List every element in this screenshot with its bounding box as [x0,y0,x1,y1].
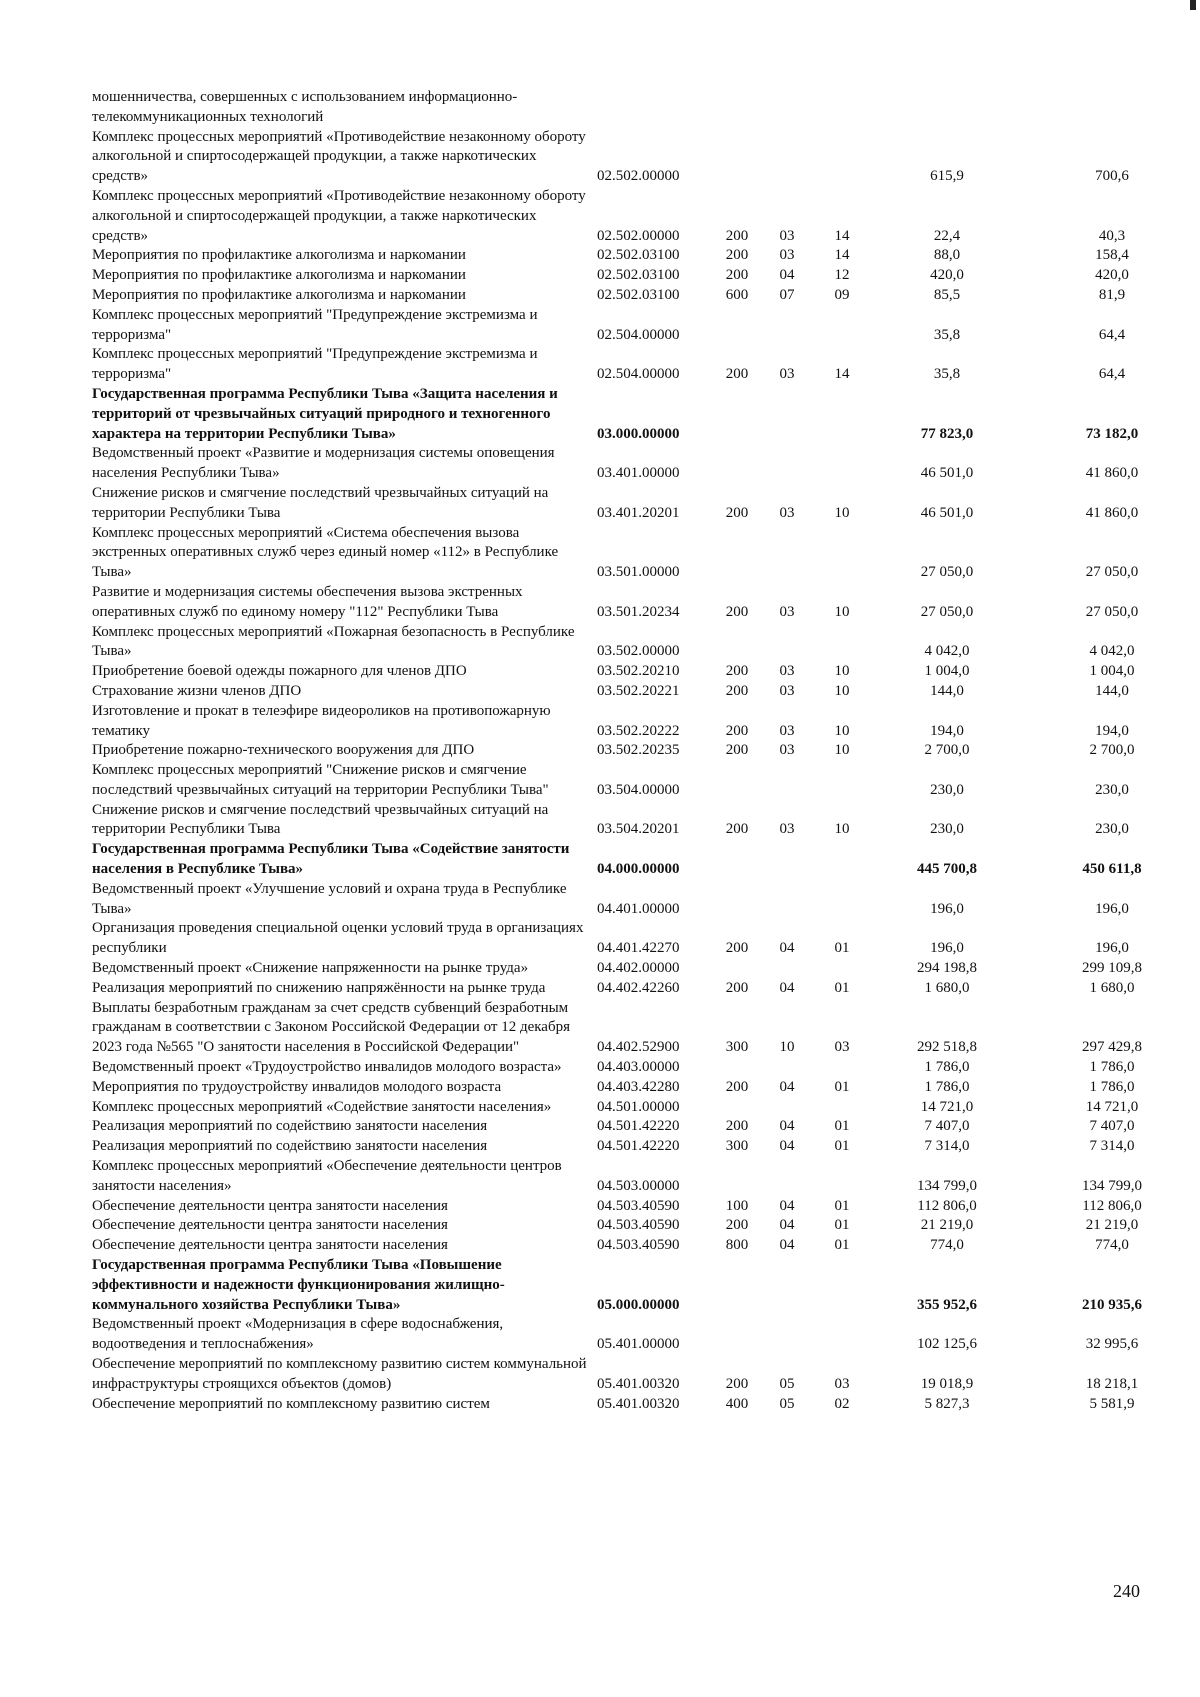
table-row [92,682,1132,702]
row-code: 03.502.20235 [597,742,680,759]
row-subsection: 14 [834,366,850,383]
row-amount-year1: 21 219,0 [920,1217,974,1234]
row-amount-year1: 292 518,8 [917,1039,977,1056]
row-code: 02.504.00000 [597,366,680,383]
row-section: 07 [779,286,795,303]
row-section: 04 [779,1197,795,1214]
table-row [92,484,1139,524]
row-section: 05 [779,1395,795,1412]
table-row [92,1078,1135,1098]
row-expense-type: 200 [725,1375,749,1392]
row-section: 03 [779,247,795,264]
row-name: Выплаты безработным гражданам за счет средств субвенций безработным гражданам в соответствии с Законом Российской Федерации от 12 декабря 2023 года №565 "О занятости населения в Российской Федерации" [92,999,570,1056]
row-amount-year2: 2 700,0 [1089,742,1135,759]
table-row [92,1315,1139,1355]
row-section: 03 [779,366,795,383]
row-section: 03 [779,663,795,680]
row-amount-year2: 700,6 [1095,168,1129,185]
row-name: Комплекс процессных мероприятий «Противодействие незаконному обороту алкогольной и спиртосодержащей продукции, а также наркотических средств» [92,128,586,185]
row-amount-year1: 294 198,8 [917,960,977,977]
row-amount-year1: 445 700,8 [917,861,977,878]
row-code: 03.401.00000 [597,465,680,482]
row-expense-type: 600 [725,286,749,303]
table-row [92,385,1139,444]
row-amount-year1: 85,5 [933,286,961,303]
row-amount-year1: 134 799,0 [917,1177,977,1194]
row-code: 03.501.20234 [597,603,680,620]
row-section: 04 [779,979,795,996]
row-subsection: 03 [834,1039,850,1056]
row-name: Организация проведения специальной оценки условий труда в организациях республики [92,920,584,957]
row-amount-year2: 64,4 [1098,366,1126,383]
row-amount-year2: 7 407,0 [1089,1118,1135,1135]
row-amount-year2: 21 219,0 [1085,1217,1139,1234]
row-section: 03 [779,821,795,838]
row-code: 02.502.03100 [597,286,680,303]
row-code: 02.502.03100 [597,267,680,284]
row-code: 04.503.40590 [597,1217,680,1234]
row-amount-year2: 299 109,8 [1082,960,1142,977]
row-amount-year1: 5 827,3 [924,1395,970,1412]
row-subsection: 01 [834,1237,850,1254]
row-code: 04.501.42220 [597,1118,680,1135]
row-amount-year2: 450 611,8 [1082,861,1142,878]
row-amount-year1: 27 050,0 [920,564,974,581]
row-amount-year1: 35,8 [933,366,961,383]
table-row [92,1197,1142,1217]
table-row [92,662,1135,682]
row-name: Комплекс процессных мероприятий «Пожарная безопасность в Республике Тыва» [92,623,575,660]
table-row [92,1098,1139,1118]
row-expense-type: 300 [725,1039,749,1056]
row-amount-year1: 88,0 [933,247,961,264]
row-name: Ведомственный проект «Развитие и модернизация системы оповещения населения Республики Тыва» [92,445,555,482]
row-name: Реализация мероприятий по содействию занятости населения [92,1138,488,1155]
row-code: 04.401.00000 [597,900,680,917]
row-amount-year2: 774,0 [1095,1237,1129,1254]
row-code: 03.401.20201 [597,504,680,521]
row-amount-year1: 46 501,0 [920,465,974,482]
row-amount-year1: 102 125,6 [917,1336,977,1353]
row-amount-year2: 144,0 [1095,682,1129,699]
row-name: Обеспечение мероприятий по комплексному развитию систем [92,1395,490,1412]
row-amount-year2: 40,3 [1098,227,1126,244]
row-expense-type: 200 [725,603,749,620]
row-name: Реализация мероприятий по содействию занятости населения [92,1118,488,1135]
row-name: Страхование жизни членов ДПО [92,682,302,699]
row-amount-year2: 18 218,1 [1085,1375,1139,1392]
table-row [92,880,1132,920]
row-name: Снижение рисков и смягчение последствий чрезвычайных ситуаций на территории Республики Тыва [92,801,549,838]
row-amount-year2: 230,0 [1095,821,1129,838]
row-subsection: 01 [834,940,850,957]
table-row [92,1058,1135,1078]
table-row [92,959,1142,979]
row-expense-type: 300 [725,1138,749,1155]
row-subsection: 10 [834,603,850,620]
row-name: Государственная программа Республики Тыва «Защита населения и территорий от чрезвычайных ситуаций природного и техногенного характера на территории Республики Тыва» [92,385,558,442]
row-amount-year1: 14 721,0 [920,1098,974,1115]
row-amount-year1: 615,9 [930,168,964,185]
row-amount-year2: 32 995,6 [1085,1336,1139,1353]
row-code: 03.504.20201 [597,821,680,838]
row-section: 04 [779,1078,795,1095]
row-amount-year2: 64,4 [1098,326,1126,343]
row-code: 05.401.00320 [597,1375,680,1392]
table-row [92,979,1135,999]
row-name: Обеспечение деятельности центра занятости населения [92,1237,448,1254]
row-amount-year1: 420,0 [930,267,964,284]
table-row [92,702,1132,742]
page-number: 240 [1113,1581,1140,1601]
row-amount-year2: 5 581,9 [1089,1395,1135,1412]
row-amount-year2: 4 042,0 [1089,643,1135,660]
row-section: 04 [779,1118,795,1135]
row-amount-year2: 297 429,8 [1082,1039,1142,1056]
scan-mark [1190,0,1196,10]
row-code: 02.502.00000 [597,227,680,244]
row-code: 03.502.20221 [597,682,680,699]
row-name: Комплекс процессных мероприятий "Снижение рисков и смягчение последствий чрезвычайных ситуаций на территории Республики Тыва" [92,762,549,798]
row-amount-year2: 1 680,0 [1089,979,1135,996]
row-name: Ведомственный проект «Снижение напряженности на рынке труда» [92,960,529,977]
row-code: 04.501.42220 [597,1138,680,1155]
row-amount-year1: 35,8 [933,326,961,343]
row-code: 04.503.00000 [597,1177,680,1194]
row-section: 03 [779,682,795,699]
row-name: Комплекс процессных мероприятий "Предупреждение экстремизма и терроризма" [92,306,538,343]
row-subsection: 12 [834,267,850,284]
table-row [92,1256,1142,1315]
row-name: Государственная программа Республики Тыва «Содействие занятости населения в Республике Тыва» [92,841,570,878]
table-row [92,187,1132,246]
row-amount-year2: 14 721,0 [1085,1098,1139,1115]
row-name: Изготовление и прокат в телеэфире видеороликов на противопожарную тематику [92,702,551,739]
table-row [92,246,1132,266]
row-name: Обеспечение деятельности центра занятости населения [92,1197,448,1214]
row-code: 04.403.00000 [597,1059,680,1076]
row-amount-year1: 77 823,0 [920,425,974,442]
row-amount-year2: 230,0 [1095,781,1129,798]
row-name: Реализация мероприятий по снижению напряжённости на рынке труда [92,979,546,996]
row-amount-year1: 1 680,0 [924,979,970,996]
row-amount-year1: 774,0 [930,1237,964,1254]
row-amount-year1: 2 700,0 [924,742,970,759]
table-row [92,919,1132,959]
row-subsection: 02 [834,1395,850,1412]
row-amount-year2: 194,0 [1095,722,1129,739]
table-row [92,1117,1135,1137]
row-amount-year1: 1 004,0 [924,663,970,680]
row-subsection: 01 [834,979,850,996]
row-name: Ведомственный проект «Трудоустройство инвалидов молодого возраста» [92,1059,562,1076]
row-amount-year1: 230,0 [930,821,964,838]
row-name: Развитие и модернизация системы обеспечения вызова экстренных оперативных служб по единому номеру "112" Республики Тыва [92,583,523,620]
row-expense-type: 200 [725,247,749,264]
row-subsection: 01 [834,1138,850,1155]
row-amount-year2: 1 786,0 [1089,1059,1135,1076]
table-row [92,623,1135,663]
row-name: Мероприятия по трудоустройству инвалидов молодого возраста [92,1078,502,1095]
table-row [92,88,1132,128]
row-amount-year1: 4 042,0 [924,643,970,660]
table-row [92,840,1142,880]
row-code: 03.502.20222 [597,722,680,739]
row-code: 05.000.00000 [597,1296,680,1313]
table-row [92,1157,1142,1197]
row-amount-year2: 7 314,0 [1089,1138,1135,1155]
row-section: 03 [779,227,795,244]
row-name: Ведомственный проект «Модернизация в сфере водоснабжения, водоотведения и теплоснабжения» [92,1316,504,1353]
row-name: Комплекс процессных мероприятий «Содействие занятости населения» [92,1098,552,1115]
row-name: мошенничества, совершенных с использованием информационно-телекоммуникационных технологий [92,89,518,125]
row-code: 04.402.42260 [597,979,680,996]
row-name: Мероприятия по профилактике алкоголизма и наркомании [92,267,466,284]
table-row [92,1236,1132,1256]
row-name: Государственная программа Республики Тыва «Повышение эффективности и надежности функционирования жилищно-коммунального хозяйства Республики Тыва» [92,1257,505,1313]
row-code: 03.504.00000 [597,781,680,798]
budget-table [92,88,1142,1414]
row-amount-year1: 144,0 [930,682,964,699]
row-name: Ведомственный проект «Улучшение условий и охрана труда в Республике Тыва» [92,880,567,917]
row-expense-type: 200 [725,1118,749,1135]
row-subsection: 14 [834,227,850,244]
row-section: 03 [779,504,795,521]
table-row [92,444,1139,484]
table-row [92,1395,1135,1415]
table-row [92,128,1132,187]
row-amount-year1: 112 806,0 [917,1197,977,1214]
row-name: Снижение рисков и смягчение последствий чрезвычайных ситуаций на территории Республики Тыва [92,484,549,521]
table-row [92,583,1139,623]
table-row [92,741,1135,761]
row-code: 02.502.00000 [597,168,680,185]
row-name: Обеспечение мероприятий по комплексному развитию систем коммунальной инфраструктуры строящихся объектов (домов) [92,1356,587,1392]
row-name: Комплекс процессных мероприятий «Противодействие незаконному обороту алкогольной и спиртосодержащей продукции, а также наркотических средств» [92,187,586,244]
row-name: Обеспечение деятельности центра занятости населения [92,1217,448,1234]
row-amount-year2: 1 786,0 [1089,1078,1135,1095]
row-subsection: 10 [834,663,850,680]
row-code: 05.401.00000 [597,1336,680,1353]
row-subsection: 01 [834,1078,850,1095]
row-section: 10 [779,1039,795,1056]
table-row [92,761,1132,801]
row-code: 04.503.40590 [597,1237,680,1254]
row-amount-year1: 22,4 [933,227,961,244]
row-amount-year1: 194,0 [930,722,964,739]
row-code: 03.000.00000 [597,425,680,442]
row-subsection: 01 [834,1197,850,1214]
row-expense-type: 200 [725,227,749,244]
row-subsection: 14 [834,247,850,264]
row-section: 04 [779,1217,795,1234]
row-amount-year2: 210 935,6 [1082,1296,1142,1313]
row-name: Мероприятия по профилактике алкоголизма и наркомании [92,247,466,264]
row-amount-year2: 196,0 [1095,940,1129,957]
row-expense-type: 200 [725,663,749,680]
row-section: 04 [779,1138,795,1155]
row-name: Комплекс процессных мероприятий «Система обеспечения вызова экстренных оперативных служб через единый номер «112» в Республике Тыва» [92,524,559,581]
row-expense-type: 200 [725,940,749,957]
table-row [92,1137,1135,1157]
row-amount-year2: 420,0 [1095,267,1129,284]
row-code: 03.502.20210 [597,663,680,680]
row-expense-type: 200 [725,366,749,383]
row-amount-year2: 112 806,0 [1082,1197,1142,1214]
row-amount-year2: 27 050,0 [1085,564,1139,581]
row-code: 04.503.40590 [597,1197,680,1214]
row-code: 05.401.00320 [597,1395,680,1412]
row-amount-year1: 46 501,0 [920,504,974,521]
row-section: 05 [779,1375,795,1392]
row-amount-year2: 158,4 [1095,247,1129,264]
row-subsection: 09 [834,286,850,303]
row-amount-year1: 355 952,6 [917,1296,977,1313]
row-amount-year2: 27 050,0 [1085,603,1139,620]
row-section: 03 [779,742,795,759]
row-amount-year2: 73 182,0 [1085,425,1139,442]
row-amount-year2: 41 860,0 [1085,465,1139,482]
row-section: 04 [779,1237,795,1254]
row-code: 02.502.03100 [597,247,680,264]
table-row [92,345,1132,385]
table-row [92,524,1139,583]
row-name: Мероприятия по профилактике алкоголизма и наркомании [92,286,466,303]
table-row [92,1355,1139,1395]
row-amount-year1: 7 407,0 [924,1118,970,1135]
row-amount-year1: 27 050,0 [920,603,974,620]
row-amount-year1: 1 786,0 [924,1059,970,1076]
row-name: Комплекс процессных мероприятий "Предупреждение экстремизма и терроризма" [92,346,538,383]
row-expense-type: 100 [725,1197,749,1214]
row-subsection: 03 [834,1375,850,1392]
row-expense-type: 200 [725,742,749,759]
row-subsection: 10 [834,742,850,759]
row-code: 04.403.42280 [597,1078,680,1095]
row-subsection: 10 [834,504,850,521]
row-code: 03.501.00000 [597,564,680,581]
row-subsection: 01 [834,1217,850,1234]
row-subsection: 10 [834,722,850,739]
row-amount-year1: 230,0 [930,781,964,798]
row-amount-year2: 1 004,0 [1089,663,1135,680]
row-section: 03 [779,722,795,739]
row-expense-type: 200 [725,267,749,284]
row-code: 04.501.00000 [597,1098,680,1115]
row-expense-type: 200 [725,682,749,699]
row-section: 04 [779,267,795,284]
row-subsection: 01 [834,1118,850,1135]
row-amount-year1: 1 786,0 [924,1078,970,1095]
row-expense-type: 200 [725,1078,749,1095]
row-name: Приобретение боевой одежды пожарного для членов ДПО [92,663,467,680]
row-expense-type: 400 [725,1395,749,1412]
row-expense-type: 200 [725,722,749,739]
table-row [92,286,1132,306]
row-expense-type: 200 [725,979,749,996]
table-row [92,801,1132,841]
row-subsection: 10 [834,821,850,838]
table-row [92,306,1132,346]
row-amount-year2: 81,9 [1098,286,1126,303]
row-amount-year1: 196,0 [930,940,964,957]
table-row [92,266,1132,286]
row-amount-year2: 41 860,0 [1085,504,1139,521]
row-name: Приобретение пожарно-технического вооружения для ДПО [92,742,475,759]
row-amount-year2: 134 799,0 [1082,1177,1142,1194]
row-code: 04.401.42270 [597,940,680,957]
row-code: 04.000.00000 [597,861,680,878]
row-code: 04.402.52900 [597,1039,680,1056]
row-section: 03 [779,603,795,620]
row-expense-type: 200 [725,1217,749,1234]
row-code: 03.502.00000 [597,643,680,660]
row-amount-year2: 196,0 [1095,900,1129,917]
row-section: 04 [779,940,795,957]
row-code: 04.402.00000 [597,960,680,977]
row-amount-year1: 19 018,9 [920,1375,974,1392]
row-code: 02.504.00000 [597,326,680,343]
table-row [92,999,1142,1058]
table-row [92,1216,1139,1236]
row-name: Комплекс процессных мероприятий «Обеспечение деятельности центров занятости населения» [92,1158,562,1194]
row-subsection: 10 [834,682,850,699]
row-amount-year1: 196,0 [930,900,964,917]
row-expense-type: 200 [725,504,749,521]
row-expense-type: 800 [725,1237,749,1254]
row-expense-type: 200 [725,821,749,838]
row-amount-year1: 7 314,0 [924,1138,970,1155]
